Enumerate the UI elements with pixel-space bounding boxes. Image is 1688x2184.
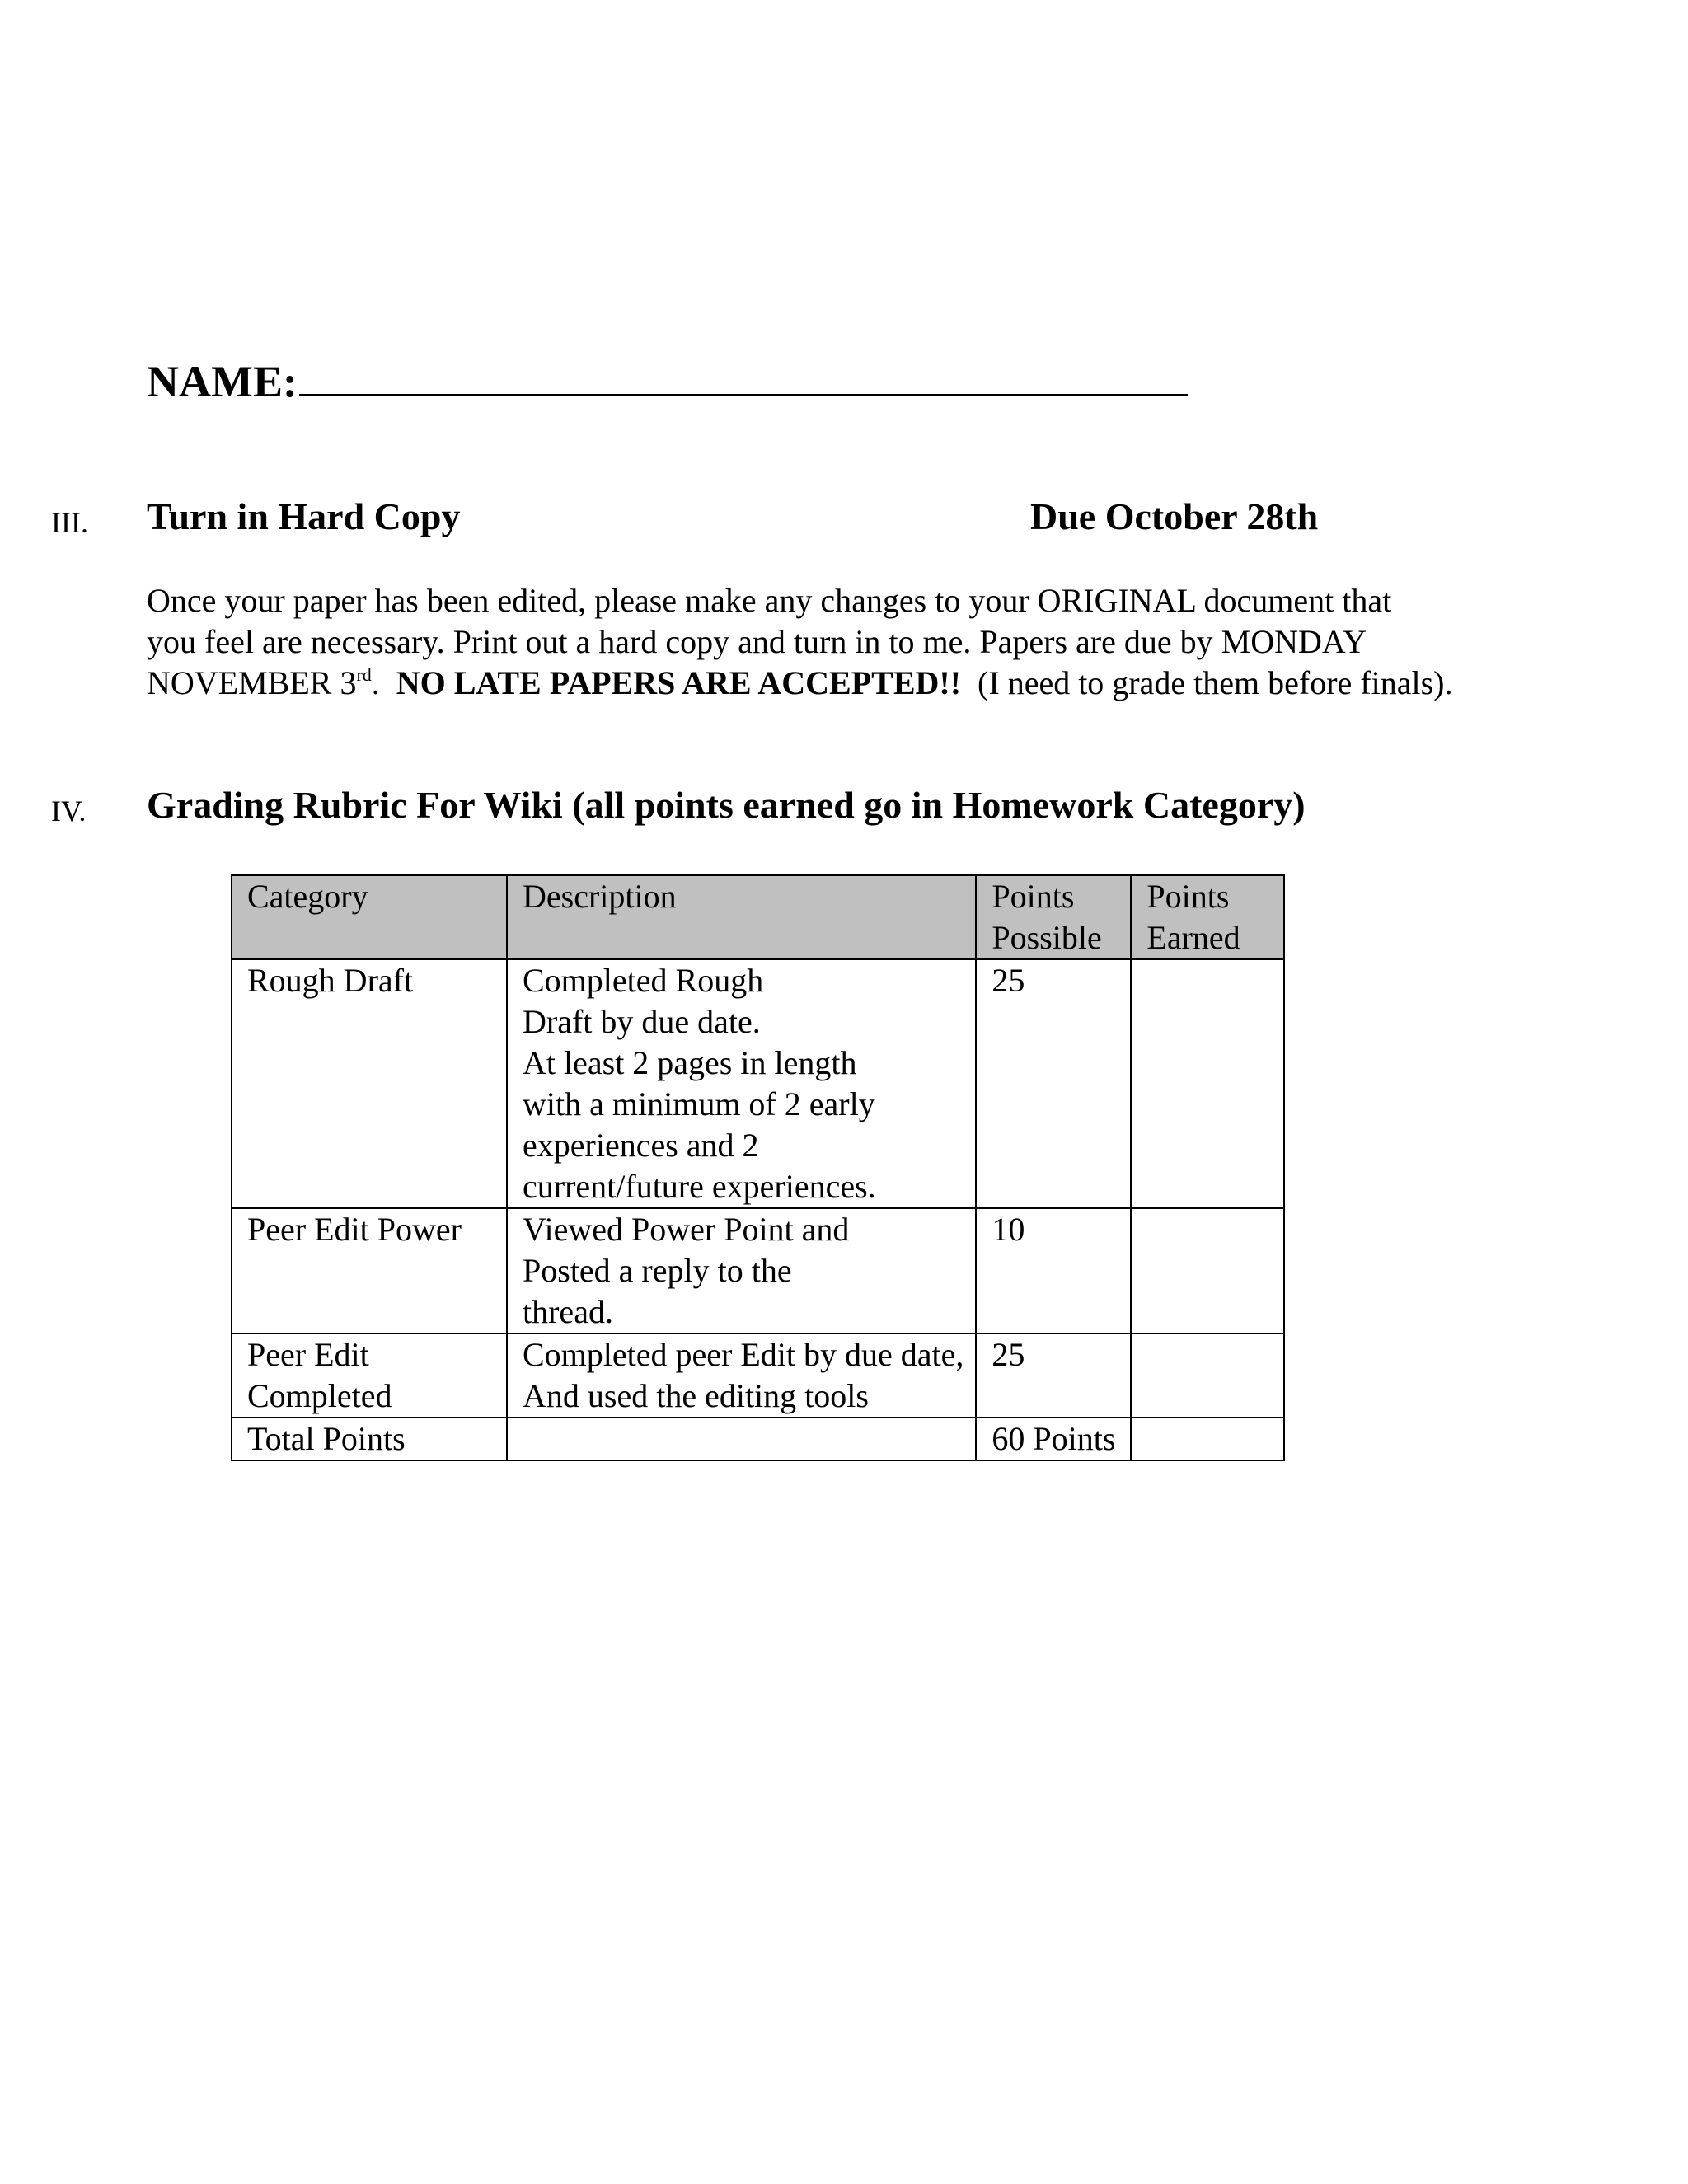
- cell-points-earned[interactable]: [1131, 1208, 1284, 1333]
- section-3-due-date: Due October 28th: [1030, 495, 1319, 537]
- header-description: Description: [507, 875, 976, 959]
- header-points-earned: Points Earned: [1131, 875, 1284, 959]
- ordinal-suffix: rd: [356, 664, 372, 685]
- cell-category: Rough Draft: [232, 959, 507, 1208]
- cell-category: Total Points: [232, 1418, 507, 1460]
- cell-category: Peer Edit Completed: [232, 1333, 507, 1418]
- cell-points-earned[interactable]: [1131, 1333, 1284, 1418]
- name-label: NAME:: [147, 357, 298, 406]
- section-4-title: Grading Rubric For Wiki (all points earned go in Homework Category): [147, 784, 1306, 826]
- cell-points-possible: 10: [976, 1208, 1131, 1333]
- cell-description: Viewed Power Point and Posted a reply to the thread.: [507, 1208, 976, 1333]
- table-row: [232, 1208, 1284, 1333]
- paragraph-text: NOVEMBER 3: [147, 664, 357, 701]
- table-row: [232, 959, 1284, 1208]
- section-3-paragraph: [147, 580, 1548, 704]
- section-3-numeral: III.: [51, 506, 88, 539]
- cell-description: Completed Rough Draft by due date. At least 2 pages in length with a minimum of 2 early experiences and 2 current/future experiences.: [507, 959, 976, 1208]
- cell-points-possible: 60 Points: [976, 1418, 1131, 1460]
- paragraph-line: [147, 663, 1548, 704]
- table-row-total: [232, 1418, 1284, 1460]
- section-3-title: Turn in Hard Copy: [147, 495, 461, 537]
- grading-rubric-table: [231, 874, 1285, 1461]
- paragraph-line: you feel are necessary. Print out a hard copy and turn in to me. Papers are due by MONDAY: [147, 623, 1367, 660]
- header-points-possible: Points Possible: [976, 875, 1131, 959]
- name-field-row: [147, 356, 1188, 404]
- cell-description: Completed peer Edit by due date, And used the editing tools: [507, 1333, 976, 1418]
- paragraph-text: .: [371, 664, 396, 701]
- cell-points-possible: 25: [976, 1333, 1131, 1418]
- paragraph-text: (I need to grade them before finals).: [961, 664, 1453, 701]
- cell-points-earned[interactable]: [1131, 959, 1284, 1208]
- table-row: [232, 1333, 1284, 1418]
- table-header-row: [232, 875, 1284, 959]
- cell-points-earned[interactable]: [1131, 1418, 1284, 1460]
- cell-points-possible: 25: [976, 959, 1131, 1208]
- late-papers-warning: NO LATE PAPERS ARE ACCEPTED!!: [396, 664, 962, 701]
- paragraph-line: Once your paper has been edited, please make any changes to your ORIGINAL document that: [147, 582, 1392, 619]
- cell-category: Peer Edit Power: [232, 1208, 507, 1333]
- section-4-numeral: IV.: [51, 794, 87, 827]
- cell-description: [507, 1418, 976, 1460]
- header-category: Category: [232, 875, 507, 959]
- name-blank-line: [299, 356, 1188, 396]
